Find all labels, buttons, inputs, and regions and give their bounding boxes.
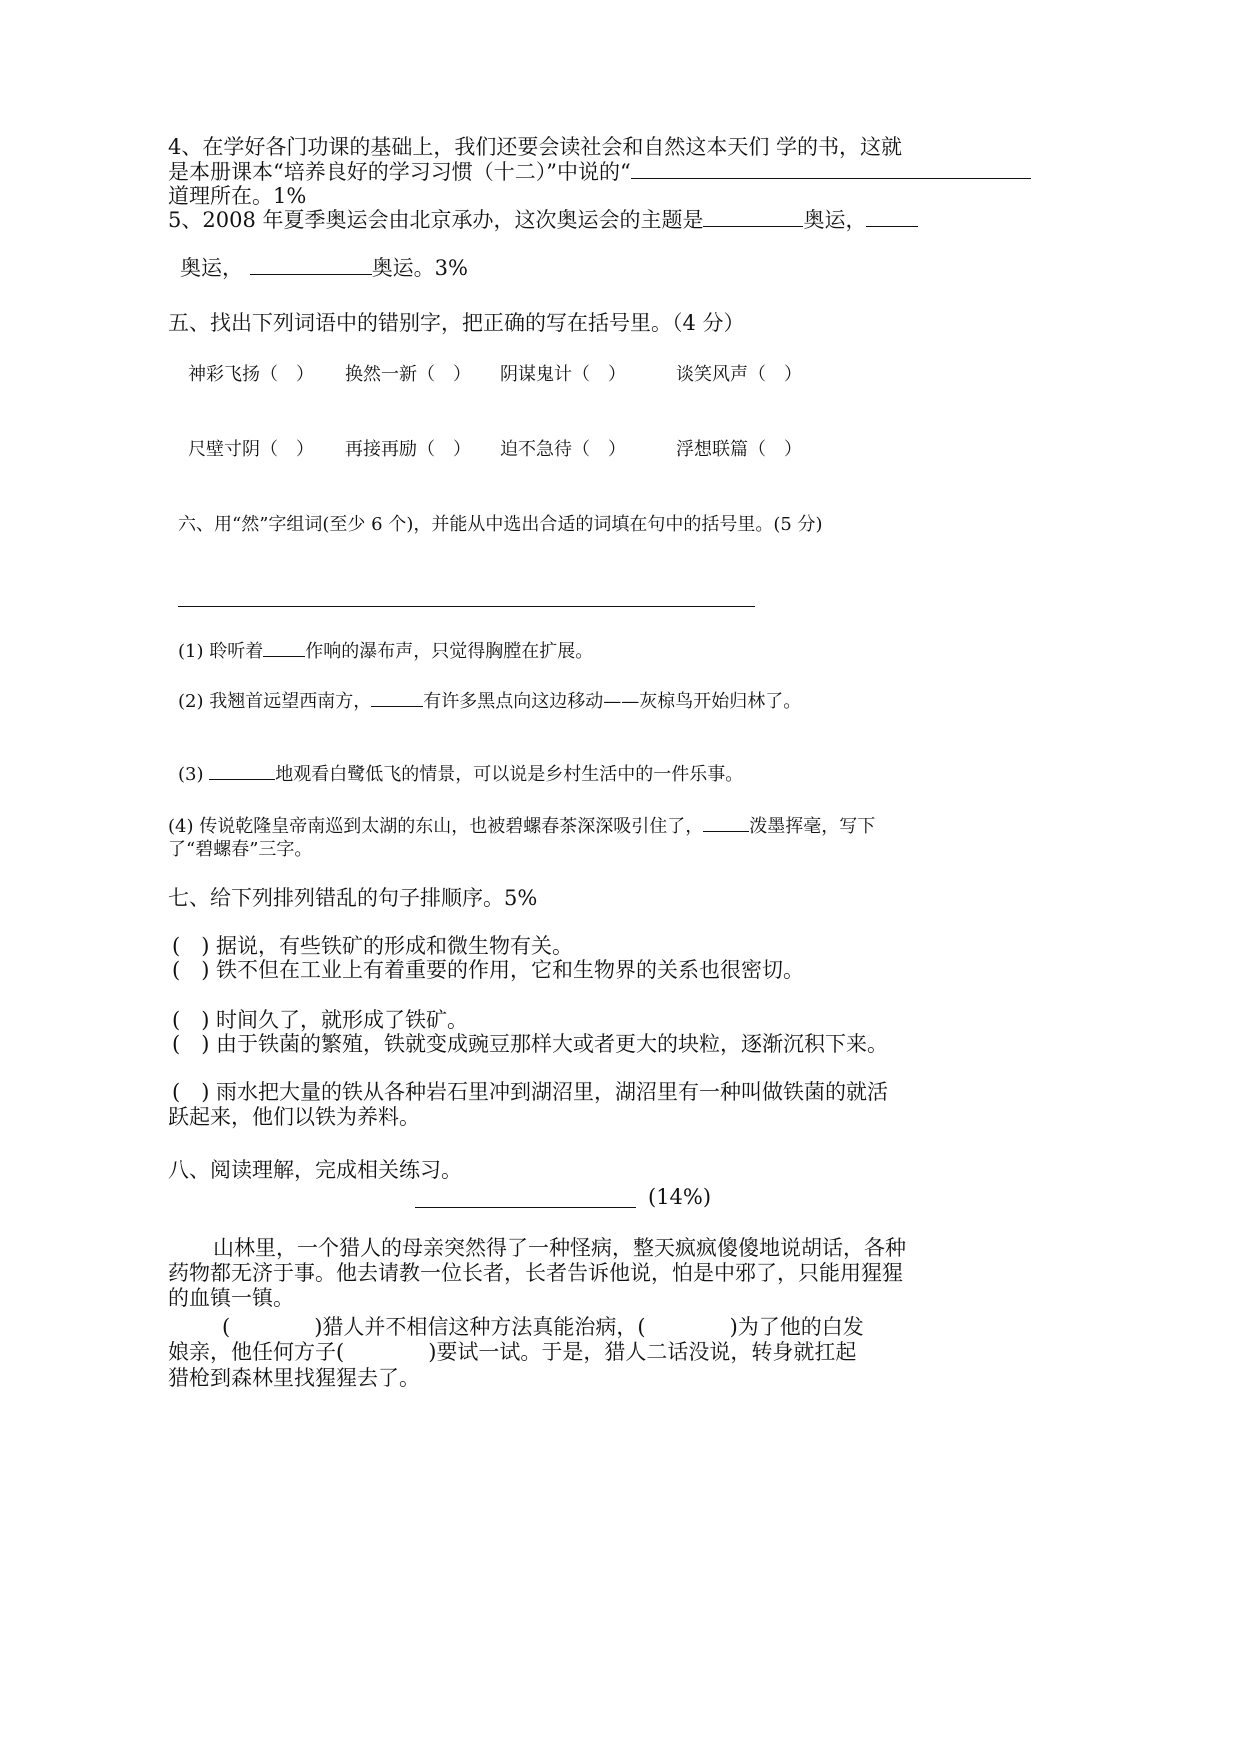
text: (3) [178,764,210,785]
order-item: ( ) 铁不但在工业上有着重要的作用，它和生物界的关系也很密切。 [172,958,805,982]
section5-title: 五、找出下列词语中的错别字，把正确的写在括号里。（4 分） [168,311,745,335]
q5-text: 5、2008 年夏季奥运会由北京承办，这次奥运会的主题是 [168,208,704,232]
passage-line: 娘亲，他任何方子( )要试一试。于是，猎人二话没说，转身就扛起 [168,1340,857,1364]
passage-line: ( )猎人并不相信这种方法真能治病，( )为了他的白发 [222,1315,864,1339]
word-item: 再接再励（ ） [345,439,471,460]
text: 作响的瀑布声，只觉得胸膛在扩展。 [305,641,594,662]
q5-text: 奥运。3% [371,256,469,280]
text: (1) 聆听着 [178,641,264,662]
word-item: 神彩飞扬（ ） [188,364,314,385]
passage-line: 药物都无济于事。他去请教一位长者，长者告诉他说，怕是中邪了，只能用猩猩 [168,1261,903,1285]
section7-title: 七、给下列排列错乱的句子排顺序。5% [168,886,538,910]
order-item: ( ) 由于铁菌的繁殖，铁就变成豌豆那样大或者更大的块粒，逐渐沉积下来。 [172,1032,889,1056]
order-item: ( ) 据说，有些铁矿的形成和微生物有关。 [172,934,574,958]
q4-line2 [168,160,1031,184]
q5-line1 [168,208,918,232]
q5-text: 奥运， [180,256,243,280]
word-item: 阴谋鬼计（ ） [500,364,626,385]
q5-text: 奥运， [803,208,867,232]
section8-score: (14%) [648,1185,712,1209]
passage-line: 猎枪到森林里找猩猩去了。 [168,1366,420,1390]
text: 泼墨挥毫，写下 [749,816,876,837]
answer-blank[interactable] [209,761,275,780]
word-item: 换然一新（ ） [345,364,471,385]
word-item: 谈笑风声（ ） [676,364,802,385]
s6-sentence4-cont: 了“碧螺春”三字。 [168,839,313,860]
order-item: ( ) 雨水把大量的铁从各种岩石里冲到湖沼里，湖沼里有一种叫做铁菌的就活 [172,1080,889,1104]
s6-sentence2 [178,688,801,714]
s6-sentence4 [168,813,875,839]
passage-line: 山林里，一个猎人的母亲突然得了一种怪病，整天疯疯傻傻地说胡话，各种 [213,1236,906,1260]
q5-line2 [180,256,468,280]
text: (2) 我翘首远望西南方， [178,691,372,712]
passage-line: 的血镇一镇。 [168,1286,294,1310]
q4-text: 是本册课本“培养良好的学习习惯（十二）”中说的“ [168,160,631,184]
word-item: 尺壁寸阴（ ） [188,439,314,460]
answer-blank[interactable] [703,208,803,227]
word-item: 迫不急待（ ） [500,439,626,460]
section6-title: 六、用“然”字组词(至少 6 个)，并能从中选出合适的词填在句中的括号里。(5 分) [178,514,823,535]
q4-line3: 道理所在。1% [168,184,307,208]
text: (4) 传说乾隆皇帝南巡到太湖的东山，也被碧螺春茶深深吸引住了， [168,816,704,837]
answer-blank[interactable] [866,208,918,227]
text: 地观看白鹭低飞的情景，可以说是乡村生活中的一件乐事。 [275,764,744,785]
q4-line1: 4、在学好各门功课的基础上，我们还要会读社会和自然这本天们 学的书，这就 [168,135,903,159]
answer-line[interactable] [178,606,755,607]
s6-sentence3 [178,761,743,787]
answer-blank[interactable] [703,813,749,832]
answer-blank[interactable] [631,160,1031,179]
text: 有许多黑点向这边移动——灰椋鸟开始归林了。 [423,691,802,712]
s6-sentence1 [178,638,593,664]
word-item: 浮想联篇（ ） [676,439,802,460]
answer-blank[interactable] [250,256,372,275]
order-item: ( ) 时间久了，就形成了铁矿。 [172,1008,469,1032]
answer-blank[interactable] [263,638,305,657]
answer-blank[interactable] [371,688,423,707]
section8-title: 八、阅读理解，完成相关练习。 [168,1158,462,1182]
passage-title-blank[interactable] [415,1207,636,1208]
order-item-cont: 跃起来，他们以铁为养料。 [168,1105,420,1129]
